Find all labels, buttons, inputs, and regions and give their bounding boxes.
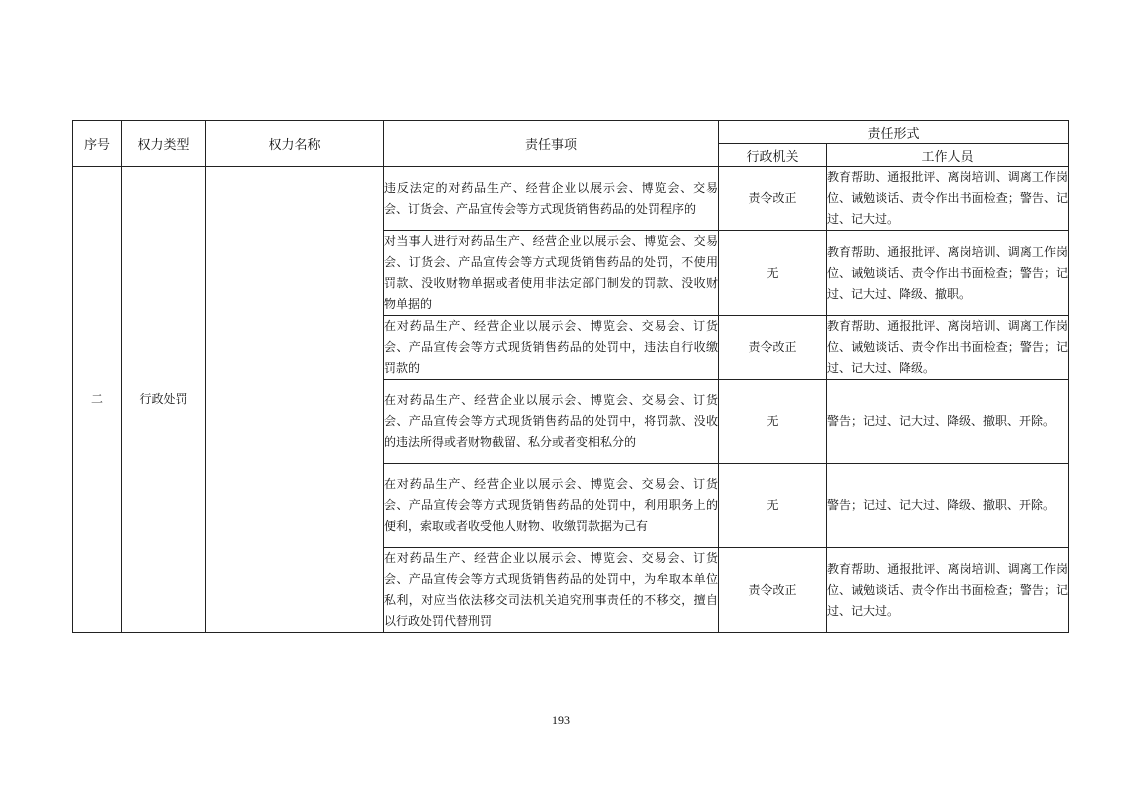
page-number: 193 — [552, 713, 570, 727]
staff-cell: 警告；记过、记大过、降级、撤职、开除。 — [827, 380, 1069, 464]
org-cell: 无 — [719, 464, 827, 548]
header-power-type: 权力类型 — [122, 121, 206, 167]
header-duty: 责任事项 — [384, 121, 719, 167]
org-cell: 责令改正 — [719, 167, 827, 231]
responsibility-table — [72, 120, 1069, 633]
staff-cell: 教育帮助、通报批评、离岗培训、调离工作岗位、诫勉谈话、责令作出书面检查；警告；记过、记大过、降级、撤职。 — [827, 231, 1069, 316]
duty-cell: 在对药品生产、经营企业以展示会、博览会、交易会、订货会、产品宣传会等方式现货销售药品的处罚中，将罚款、没收的违法所得或者财物截留、私分或者变相私分的 — [384, 380, 719, 464]
group-power-type: 行政处罚 — [122, 167, 206, 633]
org-cell: 责令改正 — [719, 548, 827, 633]
staff-cell: 教育帮助、通报批评、离岗培训、调离工作岗位、诫勉谈话、责令作出书面检查；警告、记过、记大过。 — [827, 167, 1069, 231]
org-cell: 责令改正 — [719, 316, 827, 380]
staff-cell: 教育帮助、通报批评、离岗培训、调离工作岗位、诫勉谈话、责令作出书面检查；警告；记过、记大过。 — [827, 548, 1069, 633]
duty-cell: 对当事人进行对药品生产、经营企业以展示会、博览会、交易会、订货会、产品宣传会等方式现货销售药品的处罚，不使用罚款、没收财物单据或者使用非法定部门制发的罚款、没收财物单据的 — [384, 231, 719, 316]
staff-cell: 教育帮助、通报批评、离岗培训、调离工作岗位、诫勉谈话、责令作出书面检查；警告；记过、记大过、降级。 — [827, 316, 1069, 380]
group-power-name — [206, 167, 384, 633]
staff-cell: 警告；记过、记大过、降级、撤职、开除。 — [827, 464, 1069, 548]
duty-cell: 违反法定的对药品生产、经营企业以展示会、博览会、交易会、订货会、产品宣传会等方式现货销售药品的处罚程序的 — [384, 167, 719, 231]
header-power-name: 权力名称 — [206, 121, 384, 167]
header-org: 行政机关 — [719, 144, 827, 167]
header-seq: 序号 — [73, 121, 122, 167]
duty-cell: 在对药品生产、经营企业以展示会、博览会、交易会、订货会、产品宣传会等方式现货销售药品的处罚中，违法自行收缴罚款的 — [384, 316, 719, 380]
org-cell: 无 — [719, 380, 827, 464]
org-cell: 无 — [719, 231, 827, 316]
duty-cell: 在对药品生产、经营企业以展示会、博览会、交易会、订货会、产品宣传会等方式现货销售药品的处罚中，利用职务上的便利，索取或者收受他人财物、收缴罚款据为己有 — [384, 464, 719, 548]
duty-cell: 在对药品生产、经营企业以展示会、博览会、交易会、订货会、产品宣传会等方式现货销售药品的处罚中，为牟取本单位私利，对应当依法移交司法机关追究刑事责任的不移交，擅自以行政处罚代替刑罚 — [384, 548, 719, 633]
header-staff: 工作人员 — [827, 144, 1069, 167]
group-seq: 二 — [73, 167, 122, 633]
header-form: 责任形式 — [719, 121, 1069, 144]
table-row — [73, 167, 1069, 231]
